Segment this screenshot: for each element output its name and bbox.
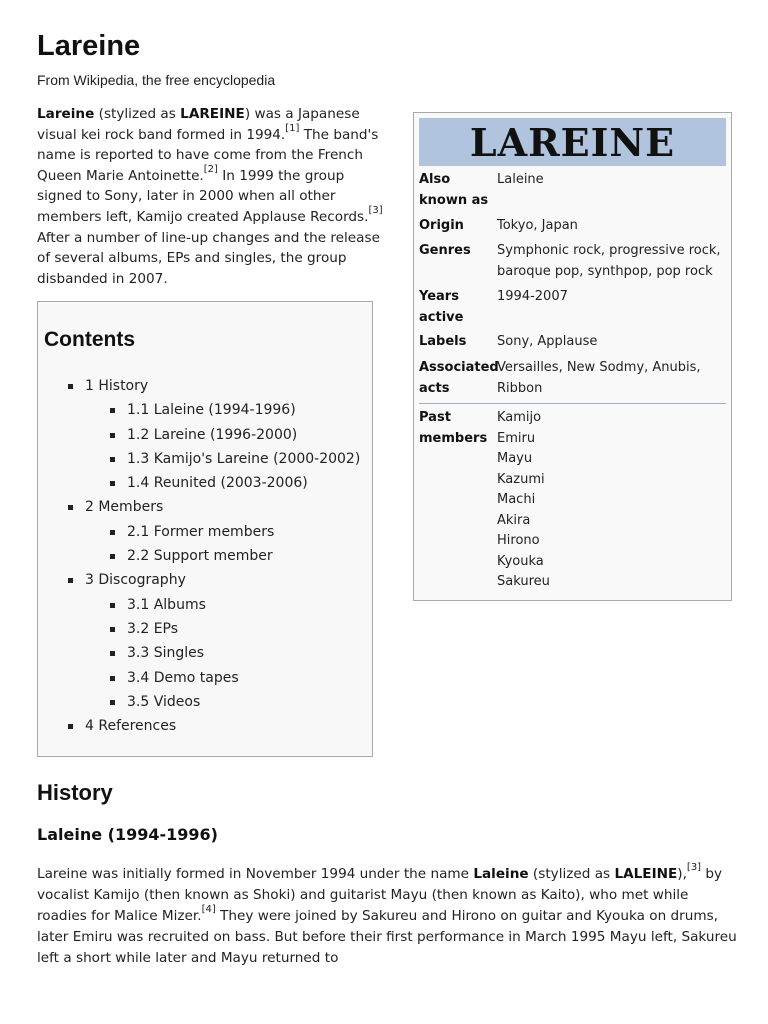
toc-item[interactable] bbox=[38, 617, 372, 641]
infobox bbox=[413, 112, 732, 601]
infobox-label: Past members bbox=[419, 410, 488, 446]
past-member-link[interactable]: Kyouka bbox=[497, 553, 544, 569]
past-member-link[interactable]: Akira bbox=[497, 512, 531, 528]
bullet-icon bbox=[68, 505, 73, 510]
toc-item-label[interactable]: 1 History bbox=[85, 378, 149, 394]
bullet-icon bbox=[110, 481, 115, 486]
toc-item[interactable] bbox=[38, 714, 372, 738]
table-of-contents bbox=[37, 301, 373, 757]
infobox-value[interactable]: Tokyo, Japan bbox=[497, 218, 578, 233]
intro-text-4: In 1999 the group signed to Sony, later in 2000 when all other members left, Kamijo created Applause Records. bbox=[37, 167, 369, 225]
toc-item[interactable] bbox=[38, 593, 372, 617]
past-member-link[interactable]: Hirono bbox=[497, 533, 540, 548]
laleine-subheading: Laleine (1994-1996) bbox=[37, 825, 218, 844]
bullet-icon bbox=[110, 457, 115, 462]
history-text-4: by vocalist Kamijo (then known as Shoki) and guitarist Mayu (then known as Kaito), who met while roadies for Malice Mizer. bbox=[37, 866, 723, 924]
intro-stylized-name: LAREINE bbox=[180, 106, 245, 122]
toc-heading: Contents bbox=[44, 328, 135, 351]
bullet-icon bbox=[110, 651, 115, 656]
intro-paragraph bbox=[37, 104, 392, 289]
history-bold-laleine: Laleine bbox=[473, 866, 529, 882]
infobox-label: Genres bbox=[419, 243, 471, 258]
toc-item-label[interactable]: 3.3 Singles bbox=[127, 645, 205, 662]
history-text-1: Lareine was initially formed in November 1994 under the name bbox=[37, 866, 474, 882]
toc-item-label[interactable]: 4 References bbox=[85, 718, 177, 735]
history-heading: History bbox=[37, 780, 113, 805]
history-paragraph bbox=[37, 864, 737, 969]
toc-item[interactable] bbox=[38, 495, 372, 519]
past-member-link[interactable]: Kazumi bbox=[497, 471, 545, 487]
citation-link-3b[interactable]: [3] bbox=[686, 862, 702, 874]
history-text-3: ), bbox=[677, 866, 687, 882]
page-title: Lareine bbox=[37, 30, 141, 62]
bullet-icon bbox=[110, 530, 115, 535]
intro-text-1: (stylized as bbox=[94, 106, 181, 122]
toc-item-label[interactable]: 1.1 Laleine (1994-1996) bbox=[127, 402, 296, 419]
intro-text-3: The band's name is reported to have come from the French Queen Marie Antoinette. bbox=[37, 126, 379, 184]
toc-item-label[interactable]: 3.2 EPs bbox=[127, 620, 179, 637]
past-member-link[interactable]: Sakureu bbox=[497, 574, 550, 589]
bullet-icon bbox=[110, 603, 115, 608]
history-bold-stylized: LALEINE bbox=[614, 866, 678, 882]
intro-text-2: ) was a Japanese visual kei rock band formed in 1994. bbox=[37, 106, 360, 143]
past-member-link[interactable]: Kamijo bbox=[497, 410, 542, 425]
toc-item-label[interactable]: 2.2 Support member bbox=[127, 548, 273, 565]
citation-link-2[interactable]: [2] bbox=[203, 164, 218, 176]
toc-item-label[interactable]: 2 Members bbox=[85, 499, 164, 516]
toc-item[interactable] bbox=[38, 544, 372, 568]
infobox-value[interactable]: Sony, Applause bbox=[497, 334, 598, 349]
toc-item[interactable] bbox=[38, 423, 372, 447]
bullet-icon bbox=[68, 384, 73, 389]
bullet-icon bbox=[110, 700, 115, 705]
toc-item[interactable] bbox=[38, 374, 372, 398]
infobox-label: Associated acts bbox=[419, 360, 499, 396]
infobox-value bbox=[497, 408, 729, 593]
toc-item[interactable] bbox=[38, 447, 372, 471]
bullet-icon bbox=[110, 433, 115, 438]
infobox-value[interactable]: 1994-2007 bbox=[497, 289, 568, 304]
intro-text-5: After a number of line-up changes and the release of several albums, EPs and singles, the group disbanded in 2007. bbox=[37, 229, 380, 287]
infobox-label: Years active bbox=[419, 289, 464, 325]
toc-item-label[interactable]: 1.2 Lareine (1996-2000) bbox=[127, 426, 298, 443]
toc-item-label[interactable]: 1.3 Kamijo's Lareine (2000-2002) bbox=[127, 450, 361, 467]
toc-item-label[interactable]: 3.1 Albums bbox=[127, 596, 206, 613]
bullet-icon bbox=[68, 578, 73, 583]
toc-item-label[interactable]: 2.1 Former members bbox=[127, 523, 275, 540]
toc-item[interactable] bbox=[38, 398, 372, 422]
toc-item-label[interactable]: 1.4 Reunited (2003-2006) bbox=[127, 475, 308, 492]
toc-item-label[interactable]: 3.4 Demo tapes bbox=[127, 669, 239, 686]
citation-link-3[interactable]: [3] bbox=[368, 205, 383, 217]
toc-item[interactable] bbox=[38, 568, 372, 592]
infobox-label: Labels bbox=[419, 334, 467, 349]
history-text-5: They were joined by Sakureu and Hirono on guitar and Kyouka on drums, later Emiru was recruited on bass. But before their first performance in March 1995 Mayu left, Sakureu left a short while later and Mayu returned to bbox=[37, 908, 737, 966]
infobox-divider bbox=[419, 403, 726, 404]
infobox-label: Also known as bbox=[419, 172, 489, 208]
citation-link-1[interactable]: [1] bbox=[285, 123, 300, 135]
band-logo-text: LAREINE bbox=[469, 120, 676, 165]
bullet-icon bbox=[110, 554, 115, 559]
toc-item[interactable] bbox=[38, 641, 372, 665]
bullet-icon bbox=[110, 627, 115, 632]
bullet-icon bbox=[110, 676, 115, 681]
toc-item-label[interactable]: 3.5 Videos bbox=[127, 693, 201, 710]
toc-list bbox=[38, 374, 372, 738]
infobox-value[interactable]: Laleine bbox=[497, 172, 544, 187]
bullet-icon bbox=[68, 724, 73, 729]
citation-link-4[interactable]: [4] bbox=[201, 904, 216, 916]
toc-item[interactable] bbox=[38, 666, 372, 690]
past-member-link[interactable]: Emiru bbox=[497, 430, 536, 446]
infobox-value[interactable]: Versailles, New Sodmy, Anubis, Ribbon bbox=[497, 360, 701, 396]
toc-item[interactable] bbox=[38, 520, 372, 544]
toc-item[interactable] bbox=[38, 471, 372, 495]
infobox-label: Origin bbox=[419, 218, 464, 233]
toc-item-label[interactable]: 3 Discography bbox=[85, 572, 186, 589]
page-tagline: From Wikipedia, the free encyclopedia bbox=[37, 72, 276, 88]
band-logo bbox=[419, 118, 726, 166]
intro-band-name: Lareine bbox=[37, 106, 95, 122]
toc-item[interactable] bbox=[38, 690, 372, 714]
bullet-icon bbox=[110, 408, 115, 413]
past-member-link[interactable]: Machi bbox=[497, 492, 536, 507]
history-text-2: (stylized as bbox=[528, 866, 615, 882]
infobox-value[interactable]: Symphonic rock, progressive rock, baroque pop, synthpop, pop rock bbox=[497, 243, 721, 279]
past-member-link[interactable]: Mayu bbox=[497, 451, 533, 466]
